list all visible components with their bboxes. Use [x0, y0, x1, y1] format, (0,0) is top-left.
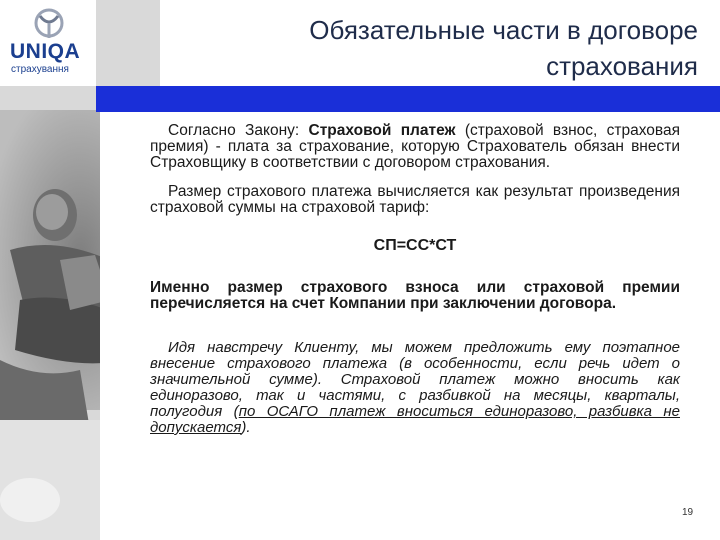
installments-end: ).	[241, 419, 251, 436]
slide-body	[150, 123, 680, 436]
page-number: 19	[682, 507, 694, 518]
installments-text: Идя навстречу Клиенту, мы можем предложить ему поэтапное внесение страхового платежа (в особенности, если речь идет о значительной сумме). Страховой платеж можно вносить как единоразово, так и частями, с разбивкой на месяцы, кварталы, полугодия (	[150, 339, 680, 420]
title-band	[96, 86, 720, 112]
logo-brand: UNIQA	[10, 40, 81, 63]
title-line-2: страхования	[546, 51, 698, 81]
paragraph-calculation: Размер страхового платежа вычисляется как результат произведения страховой суммы на страховой тариф:	[150, 183, 680, 216]
uniqa-emblem-icon	[32, 8, 66, 40]
term-payment: Страховой платеж	[308, 122, 456, 139]
paragraph-definition	[150, 123, 680, 171]
formula: СП=СС*СТ	[373, 237, 457, 254]
slide-title	[230, 12, 698, 84]
osago-note: по ОСАГО платеж вноситься единоразово, разбивка не допускается	[150, 403, 680, 436]
law-intro: Согласно Закону:	[168, 122, 309, 139]
paragraph-installments	[150, 340, 680, 436]
definition-text: (страховой взнос, страховая премия) - плата за страхование, которую Страхователь обязан внести Страховщику в соответствии с договором страхования.	[150, 122, 680, 171]
title-line-1: Обязательные части в договоре	[309, 15, 698, 45]
logo-subtitle: страхування	[11, 64, 69, 75]
paragraph-transfer: Именно размер страхового взноса или страховой премии перечисляется на счет Компании при заключении договора.	[150, 279, 680, 312]
uniqa-logo	[0, 0, 96, 86]
